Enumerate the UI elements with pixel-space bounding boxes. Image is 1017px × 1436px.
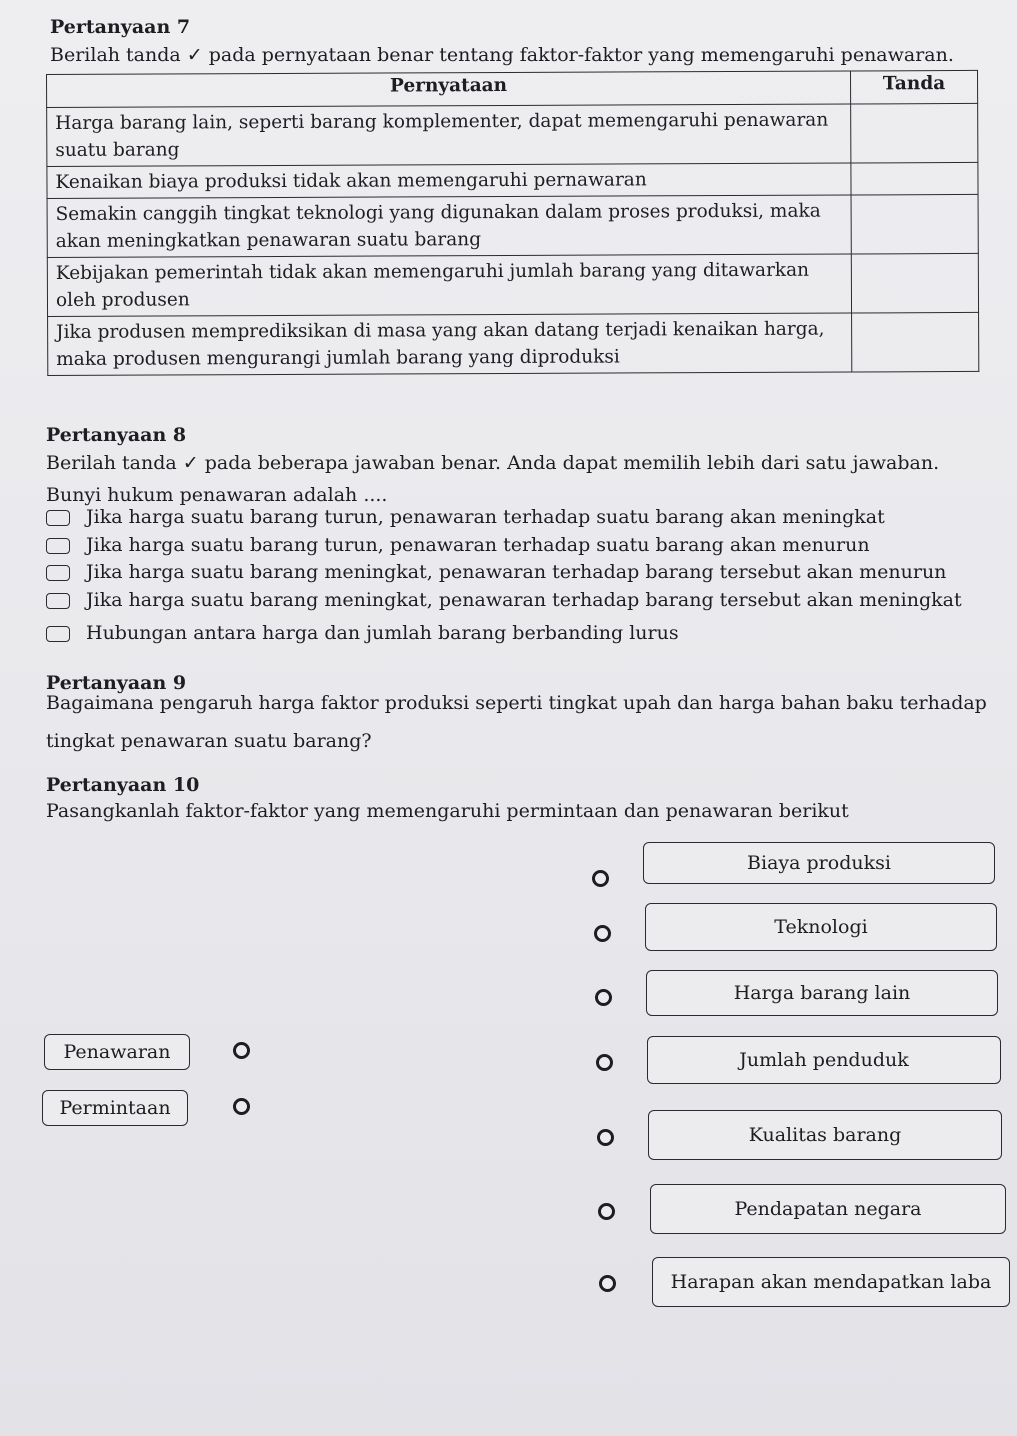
left-item-permintaan: Permintaan [42,1090,188,1126]
q7-instruction: Berilah tanda ✓ pada pernyataan benar tentang faktor-faktor yang memengaruhi penawaran. [50,44,954,66]
right-item-jumlah-penduduk: Jumlah penduduk [647,1036,1001,1084]
statement-line: suatu barang [55,139,180,161]
option-label: Hubungan antara harga dan jumlah barang berbanding lurus [86,622,679,644]
statement-cell [47,104,851,167]
checkbox[interactable] [46,593,70,609]
statement-header: Pernyataan [47,71,851,108]
mark-cell[interactable] [851,162,978,195]
statement-line: Jika produsen memprediksikan di masa yang akan datang terjadi kenaikan harga, [56,318,825,343]
statement-cell [47,195,851,258]
checkbox[interactable] [46,626,70,642]
left-connector-dot[interactable] [233,1098,250,1115]
q8-option[interactable] [46,589,962,611]
right-item-pendapatan-negara: Pendapatan negara [650,1184,1006,1234]
mark-header: Tanda [850,70,977,104]
table-row [47,194,978,257]
q7-statement-table [46,70,979,376]
mark-cell[interactable] [851,103,978,163]
right-connector-dot[interactable] [596,1054,613,1071]
checkbox[interactable] [46,565,70,581]
q8-option[interactable] [46,534,870,556]
right-connector-dot[interactable] [594,925,611,942]
q10-instruction: Pasangkanlah faktor-faktor yang memengaruhi permintaan dan penawaran berikut [46,800,849,822]
q8-option[interactable] [46,622,679,644]
q8-instruction: Berilah tanda ✓ pada beberapa jawaban benar. Anda dapat memilih lebih dari satu jawaban. [46,452,940,474]
q9-question-line: Bagaimana pengaruh harga faktor produksi seperti tingkat upah dan harga bahan baku terhadap [46,692,987,714]
q9-question-line: tingkat penawaran suatu barang? [46,730,372,752]
statement-cell [48,313,852,376]
statement-line: oleh produsen [55,289,190,311]
statement-cell [47,163,851,199]
option-label: Jika harga suatu barang meningkat, penawaran terhadap barang tersebut akan menurun [86,561,947,583]
right-connector-dot[interactable] [595,989,612,1006]
statement-line: maka produsen mengurangi jumlah barang yang diproduksi [56,346,620,370]
right-connector-dot[interactable] [599,1275,616,1292]
q7-title: Pertanyaan 7 [50,16,191,38]
q8-option[interactable] [46,561,946,583]
q8-stem: Bunyi hukum penawaran adalah .... [46,484,388,506]
q8-option[interactable] [46,506,885,528]
mark-cell[interactable] [852,312,979,372]
statement-line: Kebijakan pemerintah tidak akan memengaruhi jumlah barang yang ditawarkan [55,259,810,284]
q7-table-header [47,70,978,107]
statement-line: Semakin canggih tingkat teknologi yang digunakan dalam proses produksi, maka [55,200,821,225]
left-item-penawaran: Penawaran [44,1034,190,1070]
right-item-kualitas-barang: Kualitas barang [648,1110,1002,1160]
right-connector-dot[interactable] [592,870,609,887]
checkbox[interactable] [46,510,70,526]
table-row [48,312,979,375]
right-item-teknologi: Teknologi [645,903,997,951]
right-item-harga-barang-lain: Harga barang lain [646,970,998,1016]
option-label: Jika harga suatu barang meningkat, penawaran terhadap barang tersebut akan meningkat [86,589,962,611]
left-connector-dot[interactable] [233,1042,250,1059]
checkbox[interactable] [46,538,70,554]
right-item-biaya-produksi: Biaya produksi [643,842,995,884]
table-row [47,103,978,166]
q9-title: Pertanyaan 9 [46,672,187,694]
option-label: Jika harga suatu barang turun, penawaran terhadap suatu barang akan menurun [86,534,870,556]
right-item-harapan-laba: Harapan akan mendapatkan laba [652,1257,1010,1307]
q8-title: Pertanyaan 8 [46,424,187,446]
statement-line: akan meningkatkan penawaran suatu barang [55,229,482,252]
statement-line: Kenaikan biaya produksi tidak akan memengaruhi pernawaran [55,169,647,193]
right-connector-dot[interactable] [598,1203,615,1220]
mark-cell[interactable] [851,253,978,313]
table-row [47,253,978,316]
statement-cell [47,254,851,317]
table-row [47,162,978,198]
q10-title: Pertanyaan 10 [46,774,200,796]
statement-line: Harga barang lain, seperti barang komplementer, dapat memengaruhi penawaran [55,109,829,134]
mark-cell[interactable] [851,194,978,254]
option-label: Jika harga suatu barang turun, penawaran terhadap suatu barang akan meningkat [86,506,885,528]
right-connector-dot[interactable] [597,1129,614,1146]
